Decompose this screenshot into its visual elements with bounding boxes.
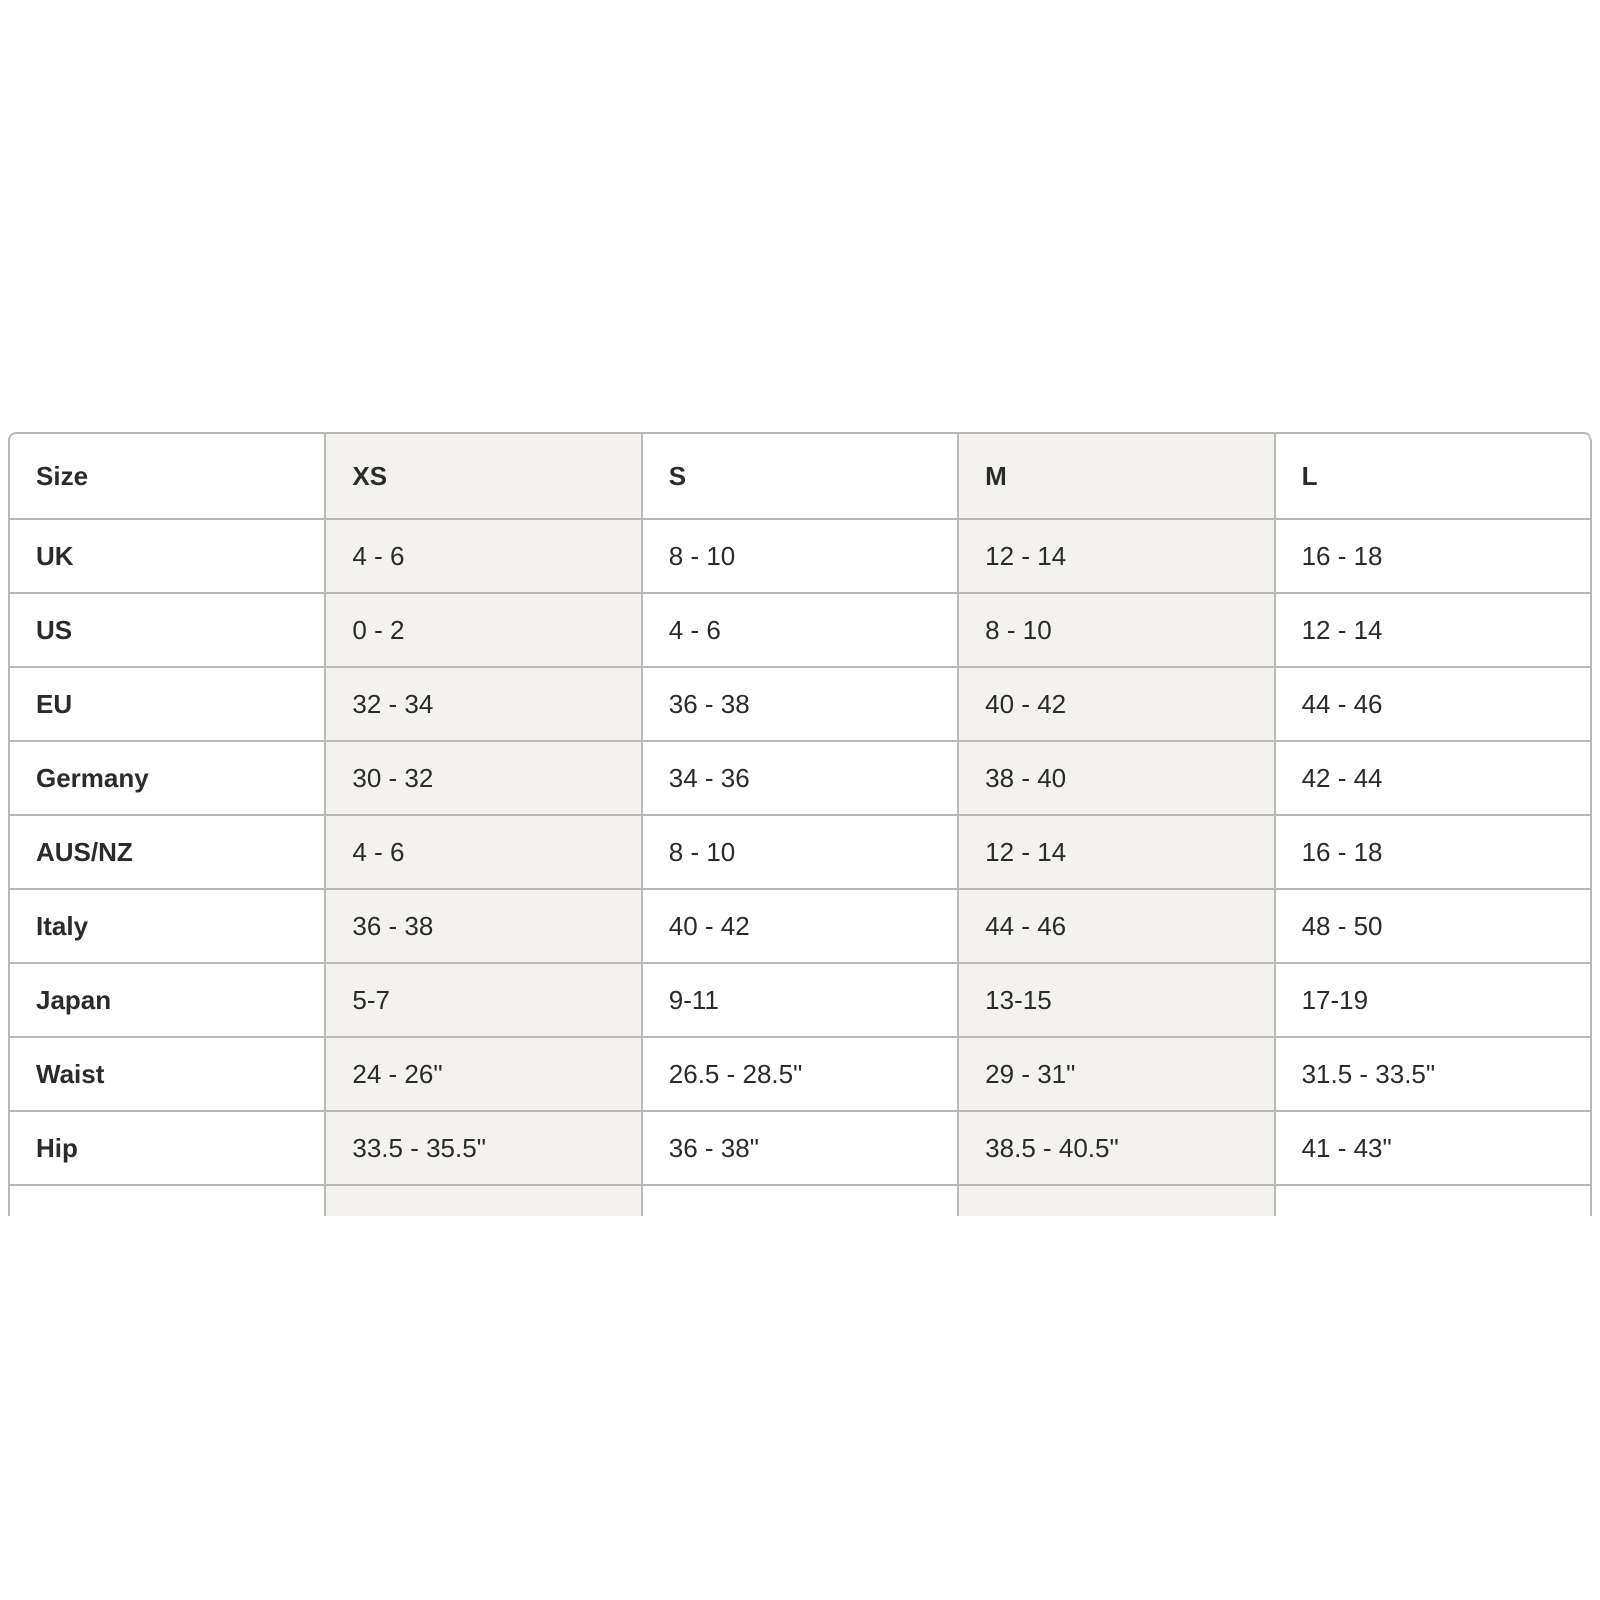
table-cell: 12 - 14 bbox=[1276, 594, 1592, 668]
table-cell: 8 - 10 bbox=[959, 594, 1275, 668]
table-cell: 12 - 14 bbox=[959, 816, 1275, 890]
table-cell bbox=[10, 1186, 326, 1216]
table-header-row bbox=[10, 434, 1592, 520]
table-cell: 17-19 bbox=[1276, 964, 1592, 1038]
row-label: Japan bbox=[10, 964, 326, 1038]
table-cell: 36 - 38 bbox=[326, 890, 642, 964]
table-cell: 8 - 10 bbox=[643, 520, 959, 594]
table-cell: 40 - 42 bbox=[959, 668, 1275, 742]
table-cell: 4 - 6 bbox=[326, 816, 642, 890]
table-cell: 13-15 bbox=[959, 964, 1275, 1038]
table-cell: 24 - 26" bbox=[326, 1038, 642, 1112]
header-cell-s: S bbox=[643, 434, 959, 520]
table-cell: 36 - 38 bbox=[643, 668, 959, 742]
row-label: Hip bbox=[10, 1112, 326, 1186]
table-cell: 36 - 38" bbox=[643, 1112, 959, 1186]
table-cell: 42 - 44 bbox=[1276, 742, 1592, 816]
header-cell-xs: XS bbox=[326, 434, 642, 520]
table-cell bbox=[326, 1186, 642, 1216]
table-row bbox=[10, 520, 1592, 594]
table-row bbox=[10, 890, 1592, 964]
table-row bbox=[10, 1112, 1592, 1186]
header-cell-m: M bbox=[959, 434, 1275, 520]
table-row bbox=[10, 742, 1592, 816]
size-chart-table bbox=[8, 432, 1592, 1216]
table-row bbox=[10, 1038, 1592, 1112]
row-label: Italy bbox=[10, 890, 326, 964]
table-cell: 29 - 31" bbox=[959, 1038, 1275, 1112]
table-cell: 16 - 18 bbox=[1276, 520, 1592, 594]
table-row bbox=[10, 594, 1592, 668]
row-label: UK bbox=[10, 520, 326, 594]
table-row bbox=[10, 816, 1592, 890]
table-row bbox=[10, 964, 1592, 1038]
header-cell-l: L bbox=[1276, 434, 1592, 520]
row-label: US bbox=[10, 594, 326, 668]
table-cell: 0 - 2 bbox=[326, 594, 642, 668]
table-cell: 41 - 43" bbox=[1276, 1112, 1592, 1186]
header-cell-size: Size bbox=[10, 434, 326, 520]
row-label: Waist bbox=[10, 1038, 326, 1112]
table-cell: 38.5 - 40.5" bbox=[959, 1112, 1275, 1186]
table-cell: 40 - 42 bbox=[643, 890, 959, 964]
table-cell: 44 - 46 bbox=[1276, 668, 1592, 742]
table-cell: 31.5 - 33.5" bbox=[1276, 1038, 1592, 1112]
table-cell: 8 - 10 bbox=[643, 816, 959, 890]
row-label: EU bbox=[10, 668, 326, 742]
row-label: Germany bbox=[10, 742, 326, 816]
table-row bbox=[10, 668, 1592, 742]
row-label: AUS/NZ bbox=[10, 816, 326, 890]
table-cell bbox=[643, 1186, 959, 1216]
table-cell: 34 - 36 bbox=[643, 742, 959, 816]
table-cell: 12 - 14 bbox=[959, 520, 1275, 594]
table-cell bbox=[959, 1186, 1275, 1216]
size-chart-container bbox=[8, 432, 1592, 1216]
table-cell: 33.5 - 35.5" bbox=[326, 1112, 642, 1186]
table-cell: 44 - 46 bbox=[959, 890, 1275, 964]
table-cell: 26.5 - 28.5" bbox=[643, 1038, 959, 1112]
table-cell: 38 - 40 bbox=[959, 742, 1275, 816]
table-row-cut-off bbox=[10, 1186, 1592, 1216]
table-cell: 16 - 18 bbox=[1276, 816, 1592, 890]
table-cell: 30 - 32 bbox=[326, 742, 642, 816]
table-cell: 32 - 34 bbox=[326, 668, 642, 742]
table-cell: 9-11 bbox=[643, 964, 959, 1038]
table-cell: 4 - 6 bbox=[643, 594, 959, 668]
table-cell: 48 - 50 bbox=[1276, 890, 1592, 964]
table-cell: 5-7 bbox=[326, 964, 642, 1038]
table-cell bbox=[1276, 1186, 1592, 1216]
table-cell: 4 - 6 bbox=[326, 520, 642, 594]
